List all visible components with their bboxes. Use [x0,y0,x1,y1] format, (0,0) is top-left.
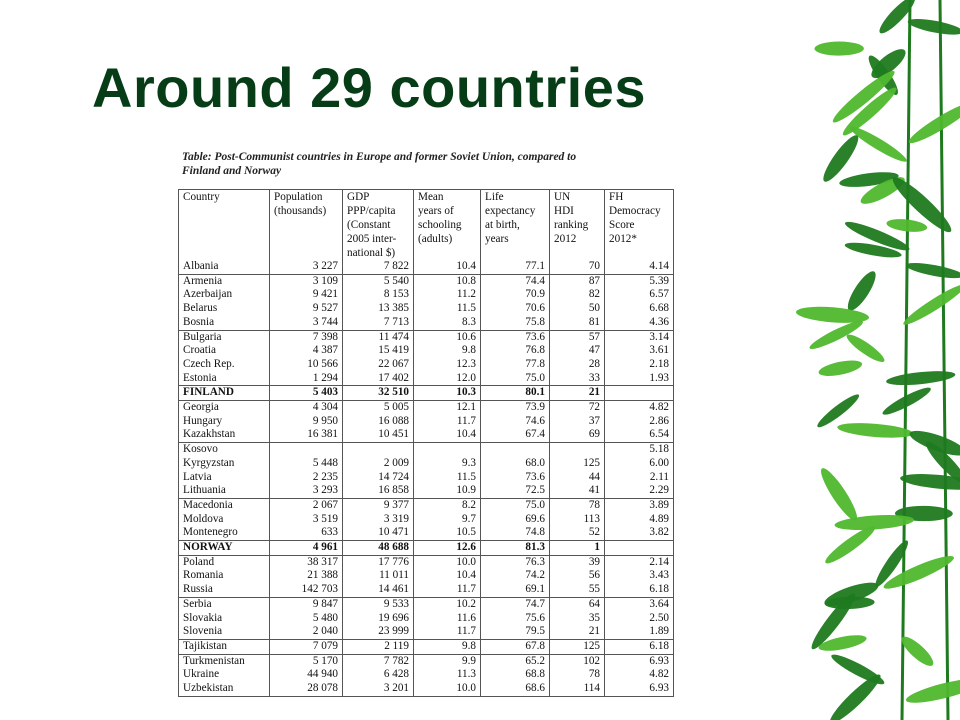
table-cell: 6 428 [343,668,414,682]
table-cell: 80.1 [481,386,550,401]
table-cell: 633 [270,526,343,540]
table-cell: 70 [550,260,605,274]
table-cell: 21 388 [270,569,343,583]
table-row [179,330,674,344]
table-cell: 64 [550,597,605,611]
table-cell: 8.2 [414,498,481,512]
table-cell: 3.14 [605,330,674,344]
table-cell: 11.5 [414,471,481,485]
table-cell: 6.18 [605,639,674,654]
country-cell: Lithuania [179,484,270,498]
table-cell: 2.11 [605,471,674,485]
table-cell: 12.6 [414,541,481,556]
table-cell: 3 293 [270,484,343,498]
table-cell: 77.1 [481,260,550,274]
table-cell [481,443,550,457]
table-cell: 1 294 [270,372,343,386]
table-cell: 39 [550,555,605,569]
country-cell: Slovakia [179,612,270,626]
table-cell: 13 385 [343,302,414,316]
table-cell: 7 782 [343,654,414,668]
table-cell: 74.8 [481,526,550,540]
country-cell: Estonia [179,372,270,386]
table-cell: 5 403 [270,386,343,401]
country-cell: Poland [179,555,270,569]
country-cell: NORWAY [179,541,270,556]
table-cell: 38 317 [270,555,343,569]
table-cell: 5.39 [605,274,674,288]
table-cell: 10.0 [414,555,481,569]
country-cell: Kosovo [179,443,270,457]
column-header: Country [179,190,270,261]
table-cell: 74.6 [481,415,550,429]
table-cell: 3 227 [270,260,343,274]
table-cell: 6.00 [605,457,674,471]
table-cell: 70.9 [481,288,550,302]
table-cell: 68.8 [481,668,550,682]
table-row [179,316,674,330]
table-cell: 9.8 [414,639,481,654]
country-cell: Ukraine [179,668,270,682]
table-cell: 5.18 [605,443,674,457]
table-cell: 76.8 [481,344,550,358]
table-cell: 3 744 [270,316,343,330]
table-cell: 16 088 [343,415,414,429]
table-cell: 75.8 [481,316,550,330]
country-cell: Tajikistan [179,639,270,654]
table-cell: 4.14 [605,260,674,274]
table-cell: 6.93 [605,654,674,668]
table-cell: 2 067 [270,498,343,512]
table-row [179,302,674,316]
table-cell [605,541,674,556]
table-cell [605,386,674,401]
table-cell: 125 [550,457,605,471]
table-cell: 69.6 [481,513,550,527]
table-cell: 21 [550,386,605,401]
bamboo-leaf [843,268,880,315]
bamboo-leaf [837,421,914,440]
table-cell: 10.2 [414,597,481,611]
country-cell: Moldova [179,513,270,527]
table-cell: 4.89 [605,513,674,527]
table-cell: 10.6 [414,330,481,344]
table-cell: 70.6 [481,302,550,316]
country-cell: Belarus [179,302,270,316]
table-cell: 41 [550,484,605,498]
table-cell: 56 [550,569,605,583]
table-cell: 73.9 [481,401,550,415]
table-cell: 82 [550,288,605,302]
table-cell: 10 566 [270,358,343,372]
country-cell: Albania [179,260,270,274]
table-cell: 8.3 [414,316,481,330]
table-cell: 3 319 [343,513,414,527]
caption-line: Finland and Norway [182,165,282,177]
table-cell: 10.4 [414,569,481,583]
country-cell: Georgia [179,401,270,415]
table-cell: 12.3 [414,358,481,372]
table-cell: 5 005 [343,401,414,415]
table-cell: 3.64 [605,597,674,611]
table-cell: 11.6 [414,612,481,626]
table-cell: 9 533 [343,597,414,611]
table-row [179,386,674,401]
table-cell: 10.4 [414,260,481,274]
data-table [178,189,674,697]
table-cell: 1.93 [605,372,674,386]
table-cell: 11.5 [414,302,481,316]
table-cell: 33 [550,372,605,386]
table-cell: 68.6 [481,682,550,696]
table-cell: 3.61 [605,344,674,358]
table-cell: 4.82 [605,668,674,682]
table-cell: 44 [550,471,605,485]
table-cell: 44 940 [270,668,343,682]
table-cell: 11.2 [414,288,481,302]
table-cell: 76.3 [481,555,550,569]
table-cell: 28 [550,358,605,372]
table-cell: 68.0 [481,457,550,471]
table-row [179,358,674,372]
table-cell: 50 [550,302,605,316]
bamboo-leaf [875,0,919,37]
table-cell: 72 [550,401,605,415]
table-row [179,639,674,654]
table-cell: 113 [550,513,605,527]
country-cell: Montenegro [179,526,270,540]
table-cell: 10 451 [343,428,414,442]
table-row [179,401,674,415]
table-row [179,597,674,611]
table-cell: 16 381 [270,428,343,442]
table-row [179,344,674,358]
table-cell: 142 703 [270,583,343,597]
bamboo-leaf [900,280,960,329]
country-cell: Macedonia [179,498,270,512]
table-cell: 3 519 [270,513,343,527]
table-row [179,274,674,288]
table-cell: 10 471 [343,526,414,540]
table-row [179,526,674,540]
country-cell: Serbia [179,597,270,611]
table-cell: 7 079 [270,639,343,654]
bamboo-leaf [886,217,928,234]
table-cell: 9 847 [270,597,343,611]
bamboo-leaf [829,650,887,688]
table-cell: 10.8 [414,274,481,288]
bamboo-decoration [790,0,960,720]
table-cell: 78 [550,498,605,512]
table-cell: 9.7 [414,513,481,527]
table-cell: 2.18 [605,358,674,372]
table-cell: 15 419 [343,344,414,358]
table-cell: 9 527 [270,302,343,316]
table-cell: 57 [550,330,605,344]
table-cell: 17 776 [343,555,414,569]
table-cell: 9 377 [343,498,414,512]
table-row [179,555,674,569]
table-cell: 3 109 [270,274,343,288]
table-cell: 75.0 [481,372,550,386]
table-cell: 67.8 [481,639,550,654]
bamboo-leaf [817,357,863,379]
bamboo-leaf [905,260,960,281]
table-row [179,471,674,485]
table-cell [343,443,414,457]
table-cell: 75.0 [481,498,550,512]
table-cell: 10.3 [414,386,481,401]
country-cell: Bosnia [179,316,270,330]
table-cell: 2.86 [605,415,674,429]
table-cell: 77.8 [481,358,550,372]
table-row [179,457,674,471]
table-cell: 14 461 [343,583,414,597]
table-cell: 55 [550,583,605,597]
column-header: UN HDI ranking 2012 [550,190,605,261]
table-cell: 6.68 [605,302,674,316]
table-cell: 19 696 [343,612,414,626]
table-cell: 3 201 [343,682,414,696]
table-cell: 3.82 [605,526,674,540]
table-cell: 17 402 [343,372,414,386]
table-header-row [179,190,674,261]
table-cell: 11.7 [414,415,481,429]
table-row [179,625,674,639]
table-cell: 10.0 [414,682,481,696]
table-cell: 8 153 [343,288,414,302]
table-cell: 5 480 [270,612,343,626]
table-row [179,372,674,386]
country-cell: Bulgaria [179,330,270,344]
table-row [179,428,674,442]
table-cell: 21 [550,625,605,639]
country-cell: Croatia [179,344,270,358]
table-cell: 23 999 [343,625,414,639]
table-cell: 9.8 [414,344,481,358]
column-header: GDP PPP/capita (Constant 2005 inter- national $) [343,190,414,261]
table-cell: 78 [550,668,605,682]
table-cell: 69.1 [481,583,550,597]
table-cell: 11.3 [414,668,481,682]
table-cell: 74.4 [481,274,550,288]
country-cell: FINLAND [179,386,270,401]
table-cell: 74.2 [481,569,550,583]
country-cell: Turkmenistan [179,654,270,668]
table-cell: 11 011 [343,569,414,583]
table-cell: 87 [550,274,605,288]
table-cell: 72.5 [481,484,550,498]
table-cell: 1 [550,541,605,556]
country-cell: Azerbaijan [179,288,270,302]
table-cell: 9.9 [414,654,481,668]
table-cell: 5 448 [270,457,343,471]
table-cell: 4 304 [270,401,343,415]
bamboo-leaf [904,674,960,707]
table-cell: 102 [550,654,605,668]
table-row [179,654,674,668]
country-cell: Slovenia [179,625,270,639]
table-cell: 6.93 [605,682,674,696]
column-header: FH Democracy Score 2012* [605,190,674,261]
table-cell: 9.3 [414,457,481,471]
table-cell [414,443,481,457]
table-row [179,668,674,682]
country-cell: Russia [179,583,270,597]
table-caption [182,150,622,178]
column-header: Life expectancy at birth, years [481,190,550,261]
table-cell: 125 [550,639,605,654]
table-row [179,498,674,512]
bamboo-leaf [907,16,960,38]
country-cell: Latvia [179,471,270,485]
table-cell: 3.89 [605,498,674,512]
table-body [179,260,674,696]
table-row [179,682,674,696]
country-cell: Kazakhstan [179,428,270,442]
country-cell: Hungary [179,415,270,429]
table-cell: 48 688 [343,541,414,556]
table-cell: 12.1 [414,401,481,415]
table-cell: 16 858 [343,484,414,498]
table-cell: 10.4 [414,428,481,442]
table-cell: 11 474 [343,330,414,344]
column-header: Population (thousands) [270,190,343,261]
table-cell: 2 009 [343,457,414,471]
table-cell: 2 040 [270,625,343,639]
table-row [179,583,674,597]
table-cell: 3.43 [605,569,674,583]
table-row [179,569,674,583]
table-cell: 69 [550,428,605,442]
bamboo-stem [902,0,910,720]
bamboo-leaf [826,670,885,720]
table-cell: 4.36 [605,316,674,330]
table-cell: 74.7 [481,597,550,611]
caption-line: Table: Post-Communist countries in Europe and former Soviet Union, compared to [182,151,577,163]
table-row [179,415,674,429]
table-cell: 4.82 [605,401,674,415]
table-cell: 114 [550,682,605,696]
country-cell: Uzbekistan [179,682,270,696]
table-cell: 2.14 [605,555,674,569]
table-cell: 22 067 [343,358,414,372]
table-cell: 81 [550,316,605,330]
table-cell: 11.7 [414,625,481,639]
table-cell: 6.18 [605,583,674,597]
bamboo-leaf [816,465,862,525]
table-cell: 6.57 [605,288,674,302]
table-row [179,443,674,457]
table-cell: 5 540 [343,274,414,288]
table-cell: 28 078 [270,682,343,696]
table-cell: 2.29 [605,484,674,498]
table-cell: 12.0 [414,372,481,386]
country-cell: Armenia [179,274,270,288]
table-cell: 4 961 [270,541,343,556]
table-cell: 67.4 [481,428,550,442]
country-cell: Kyrgyzstan [179,457,270,471]
bamboo-leaf [906,98,960,148]
table-cell: 7 398 [270,330,343,344]
table-row [179,260,674,274]
country-cell: Czech Rep. [179,358,270,372]
slide-title: Around 29 countries [92,56,647,119]
table-cell: 11.7 [414,583,481,597]
table-cell: 9 421 [270,288,343,302]
table-cell: 52 [550,526,605,540]
table-cell: 6.54 [605,428,674,442]
table-cell: 47 [550,344,605,358]
table-cell: 5 170 [270,654,343,668]
table-cell: 9 950 [270,415,343,429]
table-cell: 7 822 [343,260,414,274]
table-cell: 35 [550,612,605,626]
table-cell: 7 713 [343,316,414,330]
table-row [179,484,674,498]
table-cell: 65.2 [481,654,550,668]
table-cell: 73.6 [481,471,550,485]
table-cell [550,443,605,457]
column-header: Mean years of schooling (adults) [414,190,481,261]
table-cell: 37 [550,415,605,429]
country-cell: Romania [179,569,270,583]
table-row [179,288,674,302]
table-cell: 4 387 [270,344,343,358]
table-cell: 10.5 [414,526,481,540]
table-cell: 75.6 [481,612,550,626]
bamboo-leaf [814,41,863,55]
table-cell: 79.5 [481,625,550,639]
bamboo-stem [940,0,948,720]
table-cell: 10.9 [414,484,481,498]
table-cell: 73.6 [481,330,550,344]
table-cell: 2.50 [605,612,674,626]
table-cell: 81.3 [481,541,550,556]
table-row [179,513,674,527]
table-cell: 2 119 [343,639,414,654]
table-row [179,541,674,556]
table-cell: 14 724 [343,471,414,485]
table-cell: 32 510 [343,386,414,401]
table-row [179,612,674,626]
table-cell: 2 235 [270,471,343,485]
table-cell: 1.89 [605,625,674,639]
table-cell [270,443,343,457]
